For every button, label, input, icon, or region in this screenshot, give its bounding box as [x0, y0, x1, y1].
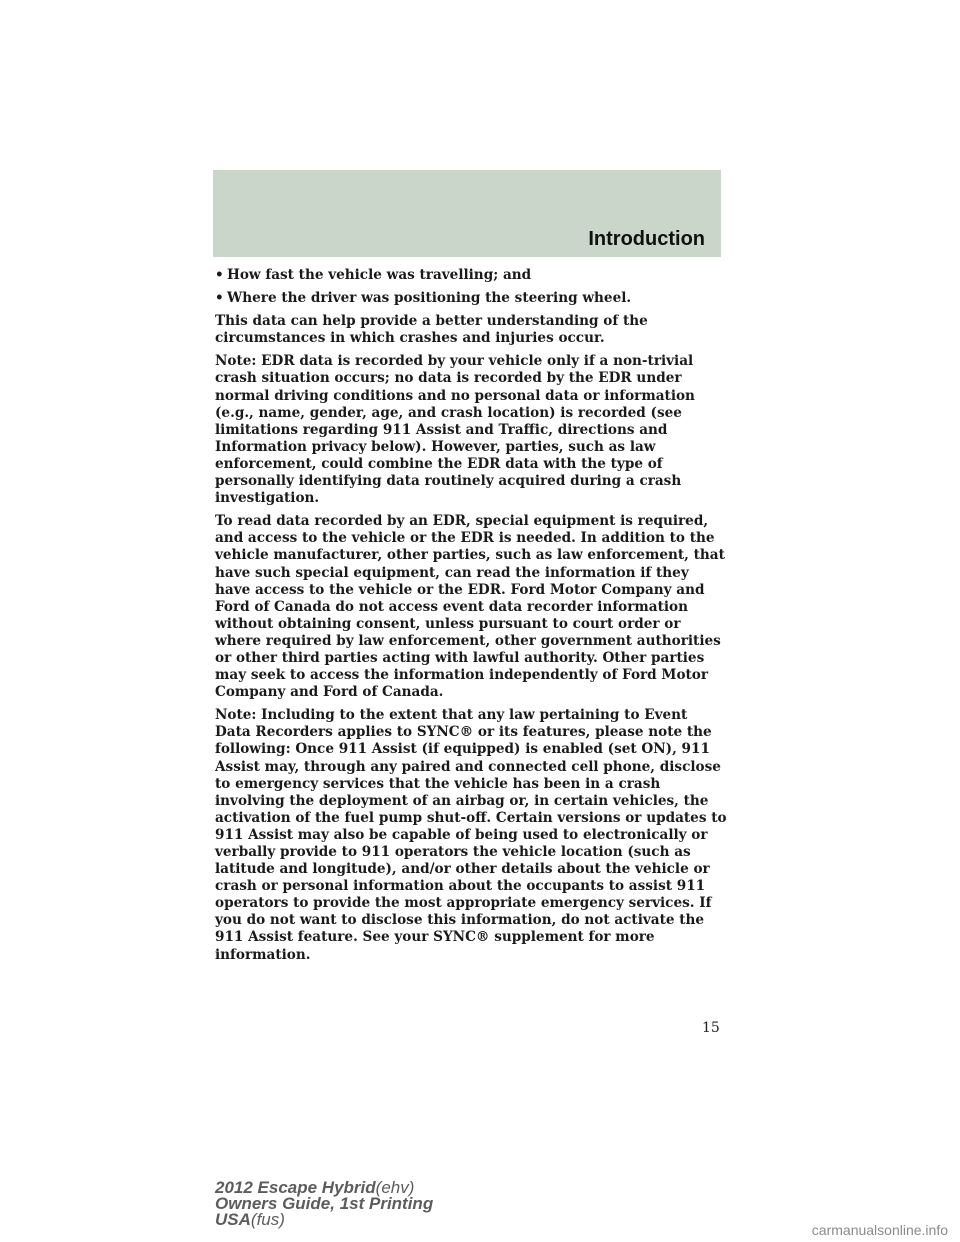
- paragraph: Note: Including to the extent that any law pertaining to Event Data Recorders applies to SYNC® or its features, please note the following: Once 911 Assist (if equipped) is enabled (set ON), 911 Assist may, through any paired and connected cell phone, disclose to emergency services that the vehicle has been in a crash involving the deployment of an airbag or, in certain vehicles, the activation of the fuel pump shut-off. Certain versions or updates to 911 Assist may also be capable of being used to electronically or verbally provide to 911 operators the vehicle location (such as latitude and longitude), and/or other details about the vehicle or crash or personal information about the occupants to assist 911 operators to provide the most appropriate emergency services. If you do not want to disclose this information, do not activate the 911 Assist feature. See your SYNC® supplement for more information.: [215, 707, 727, 963]
- bullet-text: Where the driver was positioning the steering wheel.: [227, 290, 632, 307]
- page-content: [215, 267, 727, 970]
- section-header-band: [213, 170, 721, 257]
- page-number: 15: [702, 1020, 720, 1036]
- bullet-item: [215, 267, 727, 284]
- section-title: Introduction: [588, 228, 705, 250]
- footer-market: USA: [215, 1210, 251, 1229]
- paragraph: Note: EDR data is recorded by your vehicle only if a non-trivial crash situation occurs; no data is recorded by the EDR under normal driving conditions and no personal data or information (e.g., name, gender, age, and crash location) is recorded (see limitations regarding 911 Assist and Traffic, directions and Information privacy below). However, parties, such as law enforcement, could combine the EDR data with the type of personally identifying data routinely acquired during a crash investigation.: [215, 353, 695, 507]
- footer-model-code: (ehv): [375, 1178, 415, 1197]
- document-footer: [215, 1180, 433, 1228]
- bullet-icon: •: [215, 290, 224, 307]
- watermark: carmanualsonline.info: [811, 1222, 948, 1238]
- bullet-icon: •: [215, 267, 224, 283]
- paragraph: To read data recorded by an EDR, special equipment is required, and access to the vehicle or the EDR is needed. In addition to the vehicle manufacturer, other parties, such as law enforcement, that have such special equipment, can read the information if they have access to the vehicle or the EDR. Ford Motor Company and Ford of Canada do not access event data recorder information without obtaining consent, unless pursuant to court order or where required by law enforcement, other government authorities or other third parties acting with lawful authority. Other parties may seek to access the information independently of Ford Motor Company and Ford of Canada.: [215, 513, 725, 701]
- bullet-item: [215, 290, 727, 307]
- footer-model: 2012 Escape Hybrid: [215, 1178, 376, 1197]
- footer-guide: Owners Guide, 1st Printing: [215, 1194, 434, 1213]
- footer-market-code: (fus): [250, 1210, 285, 1229]
- footer-line-market: [215, 1212, 433, 1228]
- paragraph: This data can help provide a better understanding of the circumstances in which crashes and injuries occur.: [215, 313, 648, 347]
- bullet-text: How fast the vehicle was travelling; and: [227, 267, 532, 283]
